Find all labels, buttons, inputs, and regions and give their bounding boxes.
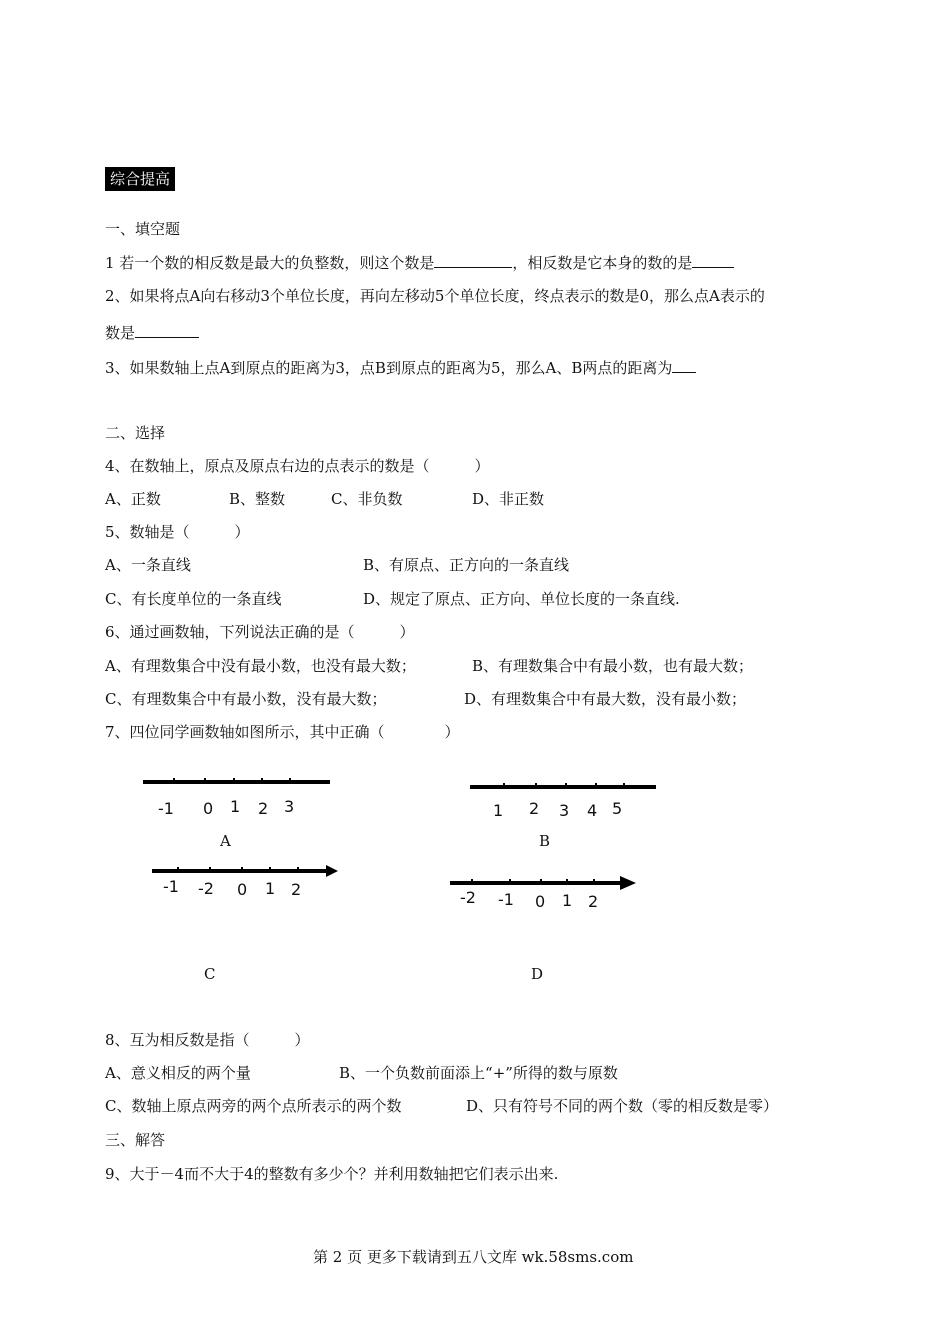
q2-text-b: 数是 (105, 324, 136, 342)
figure-d-caption: D (531, 965, 544, 983)
figure-c-label: 1 (265, 879, 276, 898)
q4-option-d: D、非正数 (472, 490, 545, 508)
question-8-stem: 8、互为相反数是指（ ） (105, 1031, 310, 1049)
figure-d-arrowhead (620, 876, 636, 890)
figure-c-label: -2 (198, 879, 214, 898)
figure-c-label: 2 (291, 880, 302, 899)
figure-b-label: 2 (529, 799, 540, 818)
q4-option-b: B、整数 (229, 490, 286, 508)
figure-a-label: 0 (203, 799, 214, 818)
figure-a-label: -1 (158, 799, 174, 818)
figure-a-caption: A (220, 832, 231, 850)
figure-b-caption: B (539, 832, 551, 850)
q5-option-b: B、有原点、正方向的一条直线 (363, 556, 570, 574)
figure-d-label: -1 (498, 890, 514, 909)
q1-text-a: 1 若一个数的相反数是最大的负整数，则这个数是 (105, 254, 435, 272)
part3-heading: 三、解答 (105, 1131, 166, 1149)
figure-d-label: -2 (460, 888, 476, 907)
q5-option-d: D、规定了原点、正方向、单位长度的一条直线. (363, 590, 680, 608)
q6-option-d: D、有理数集合中有最大数，没有最小数； (464, 690, 747, 708)
section-title: 综合提高 (105, 167, 175, 191)
q6-option-b: B、有理数集合中有最小数，也有最大数； (472, 657, 754, 675)
q4-option-a: A、正数 (105, 490, 161, 508)
q8-option-b: B、一个负数前面添上“+”所得的数与原数 (339, 1064, 618, 1082)
figure-d-label: 1 (562, 891, 573, 910)
figure-d-label: 2 (588, 892, 599, 911)
figure-a-label: 2 (258, 799, 269, 818)
q6-option-c: C、有理数集合中有最小数，没有最大数； (105, 690, 387, 708)
question-2-line-1: 2、如果将点A向右移动3个单位长度，再向左移动5个单位长度，终点表示的数是0，那么点A表示的 (105, 287, 765, 305)
question-9: 9、大于－4而不大于4的整数有多少个？并利用数轴把它们表示出来. (105, 1165, 559, 1183)
q4-option-c: C、非负数 (331, 490, 403, 508)
q5-option-c: C、有长度单位的一条直线 (105, 590, 282, 608)
question-4-stem: 4、在数轴上，原点及原点右边的点表示的数是（ ） (105, 457, 490, 475)
q8-option-d: D、只有符号不同的两个数（零的相反数是零） (466, 1097, 779, 1115)
page-footer: 第 2 页 更多下载请到五八文库 wk.58sms.com (313, 1248, 634, 1266)
figure-b-label: 3 (559, 801, 570, 820)
figure-a-label: 1 (230, 797, 241, 816)
q5-option-a: A、一条直线 (105, 556, 191, 574)
part1-heading: 一、填空题 (105, 220, 181, 238)
figure-a-label: 3 (284, 797, 295, 816)
question-7-stem: 7、四位同学画数轴如图所示，其中正确（ ） (105, 723, 460, 741)
figure-c-label: 0 (237, 880, 248, 899)
part2-heading: 二、选择 (105, 424, 166, 442)
figure-c-arrowhead (326, 865, 338, 877)
q1-text-b: ，相反数是它本身的数的是 (512, 254, 693, 272)
figure-b-label: 5 (612, 799, 623, 818)
q6-option-a: A、有理数集合中没有最小数，也没有最大数； (105, 657, 416, 675)
question-5-stem: 5、数轴是（ ） (105, 523, 250, 541)
figure-d-label: 0 (535, 892, 546, 911)
question-6-stem: 6、通过画数轴，下列说法正确的是（ ） (105, 623, 415, 641)
q3-text: 3、如果数轴上点A到原点的距离为3，点B到原点的距离为5，那么A、B两点的距离为 (105, 359, 673, 377)
figure-b-label: 1 (493, 801, 504, 820)
figure-b-label: 4 (587, 801, 598, 820)
figure-c-caption: C (204, 965, 216, 983)
q8-option-c: C、数轴上原点两旁的两个点所表示的两个数 (105, 1097, 402, 1115)
figure-c-label: -1 (163, 877, 179, 896)
q8-option-a: A、意义相反的两个量 (105, 1064, 251, 1082)
